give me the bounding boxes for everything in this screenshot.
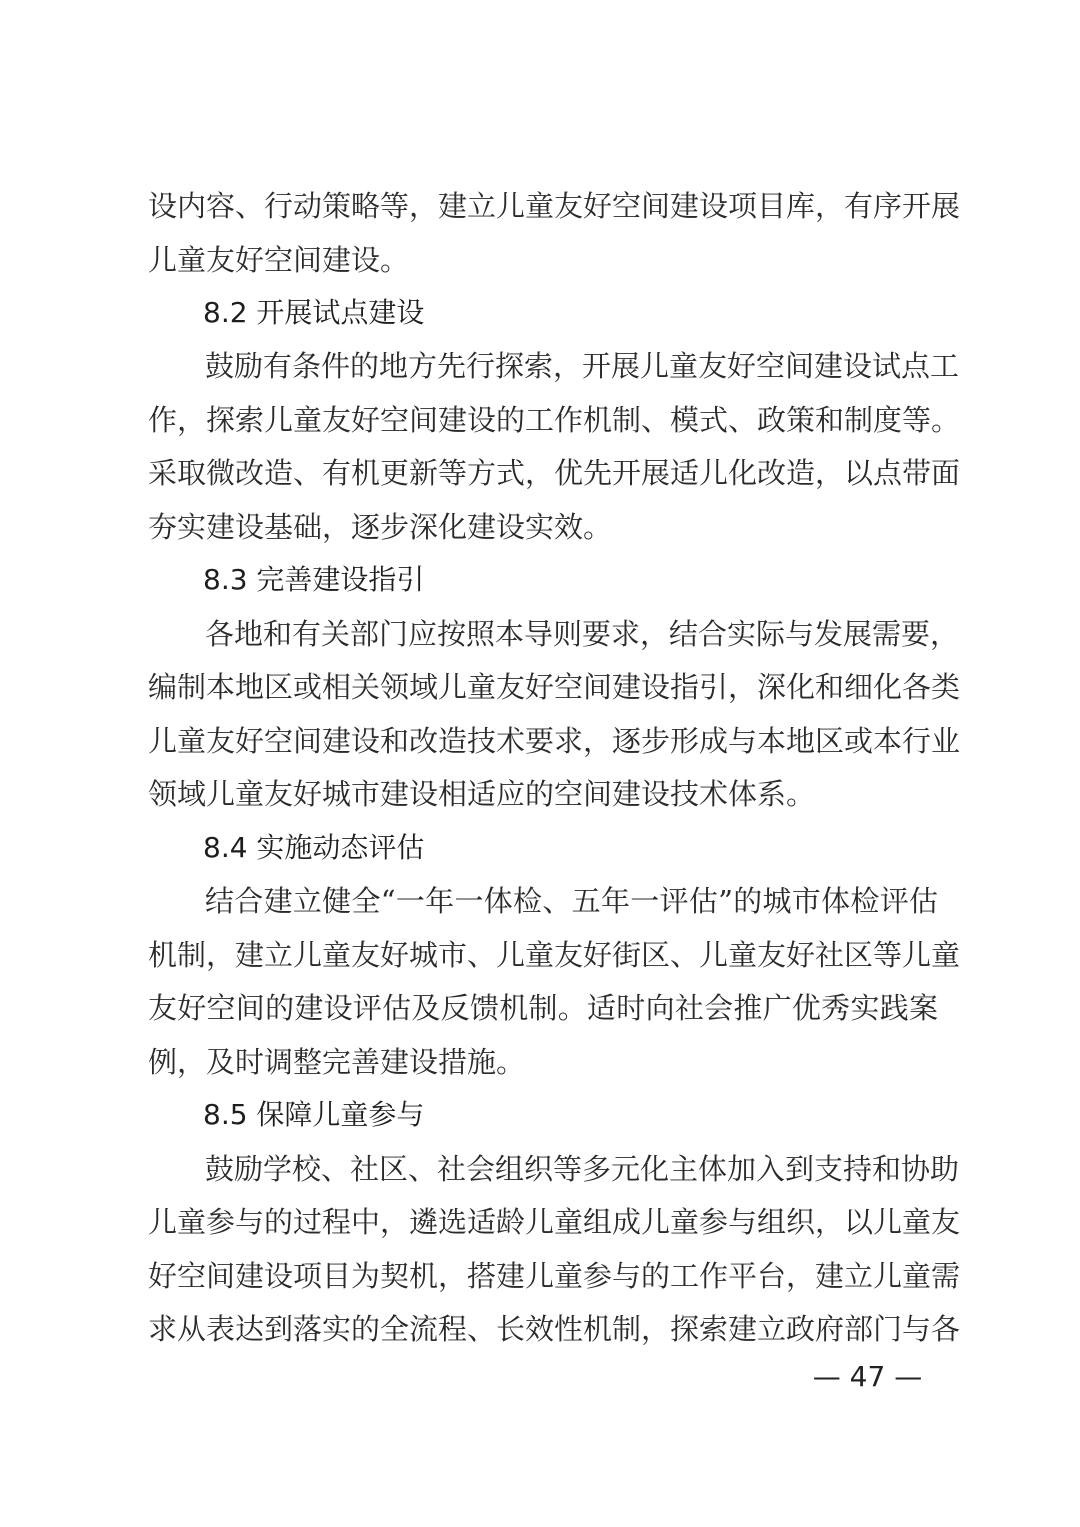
section-heading: 8.5 保障儿童参与 [203,1098,425,1131]
paragraph-line: 鼓励学校、社区、社会组织等多元化主体加入到支持和协助 [205,1152,960,1186]
paragraph-line: 采取微改造、有机更新等方式，优先开展适儿化改造，以点带面 [148,456,961,490]
page-number: — 47 — [812,1360,923,1393]
paragraph-line: 儿童友好空间建设。 [148,243,410,277]
paragraph-line: 机制，建立儿童友好城市、儿童友好街区、儿童友好社区等儿童 [148,938,961,972]
paragraph-line: 儿童友好空间建设和改造技术要求，逐步形成与本地区或本行业 [148,724,961,758]
paragraph-line: 求从表达到落实的全流程、长效性机制，探索建立政府部门与各 [148,1312,961,1346]
paragraph-line: 结合建立健全“一年一体检、五年一评估”的城市体检评估 [205,884,938,918]
section-heading: 8.4 实施动态评估 [203,831,425,864]
section-heading: 8.3 完善建设指引 [203,563,425,596]
paragraph-line: 编制本地区或相关领域儿童友好空间建设指引，深化和细化各类 [148,670,961,704]
paragraph-line: 好空间建设项目为契机，搭建儿童参与的工作平台，建立儿童需 [148,1259,961,1293]
paragraph-line: 夯实建设基础，逐步深化建设实效。 [148,510,613,544]
paragraph-line: 儿童参与的过程中，遴选适龄儿童组成儿童参与组织，以儿童友 [148,1205,961,1239]
section-heading: 8.2 开展试点建设 [203,296,425,329]
paragraph-line: 友好空间的建设评估及反馈机制。适时向社会推广优秀实践案 [148,991,938,1025]
paragraph-line: 领域儿童友好城市建设相适应的空间建设技术体系。 [148,777,816,811]
paragraph-line: 作，探索儿童友好空间建设的工作机制、模式、政策和制度等。 [148,403,961,437]
paragraph-line: 例，及时调整完善建设措施。 [148,1045,526,1079]
paragraph-line: 鼓励有条件的地方先行探索，开展儿童友好空间建设试点工 [205,349,960,383]
paragraph-line: 设内容、行动策略等，建立儿童友好空间建设项目库，有序开展 [148,189,961,223]
paragraph-line: 各地和有关部门应按照本导则要求，结合实际与发展需要， [205,617,960,651]
